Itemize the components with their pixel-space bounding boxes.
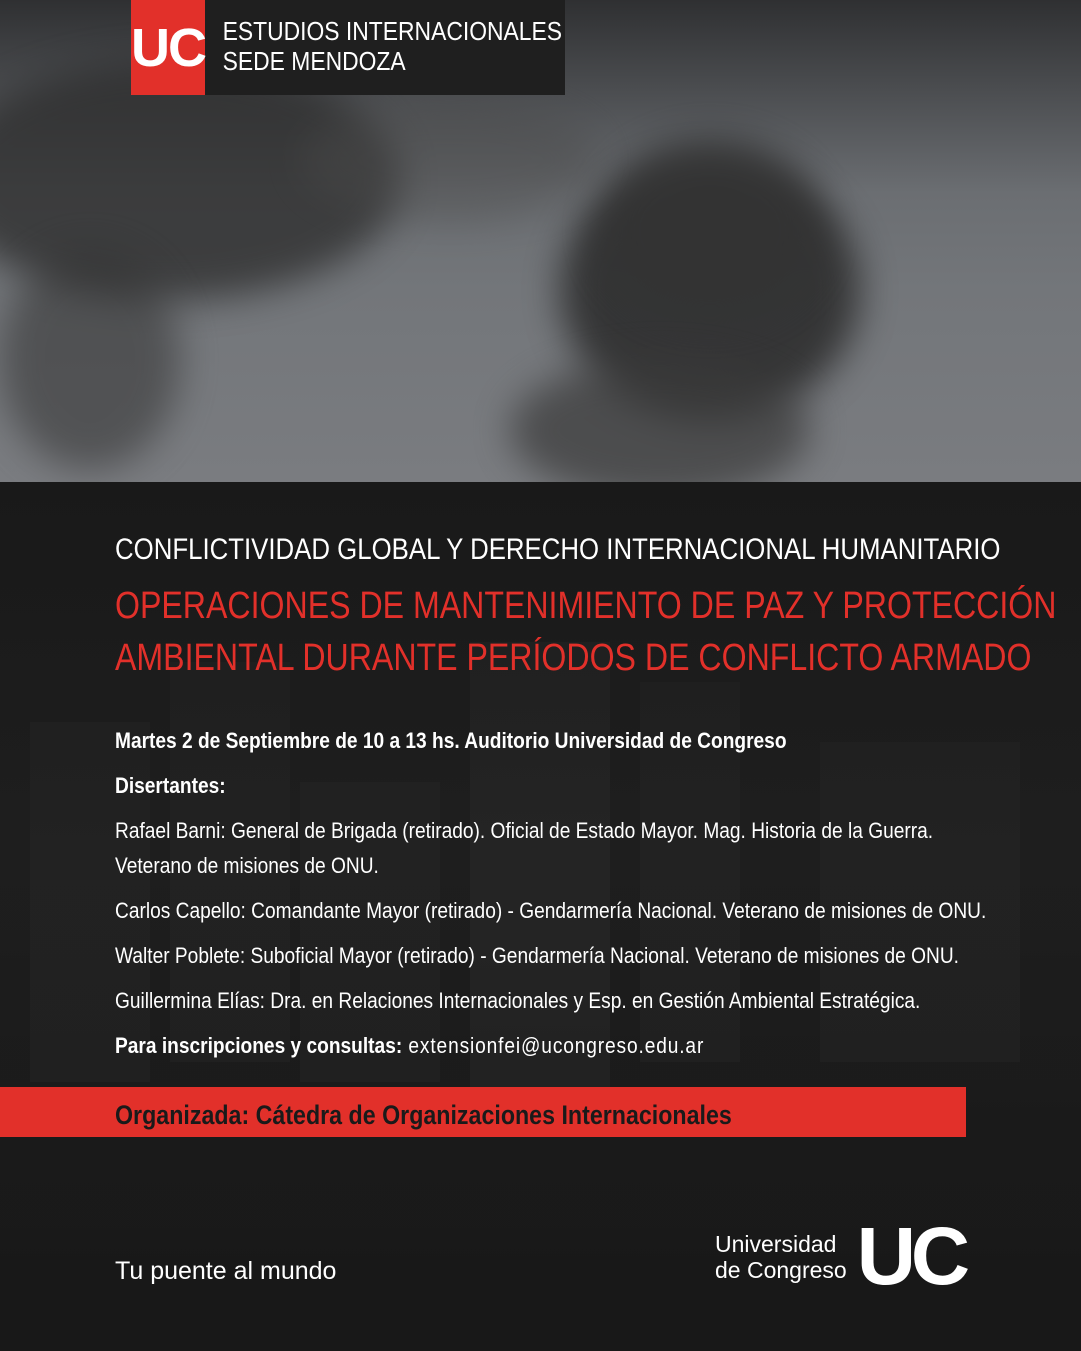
event-subtitle: CONFLICTIVIDAD GLOBAL Y DERECHO INTERNACIONAL HUMANITARIO (115, 533, 1001, 566)
header-text (205, 0, 562, 95)
speakers-label: Disertantes: (115, 773, 226, 798)
speaker-3 (115, 943, 959, 969)
event-title-line2: AMBIENTAL DURANTE PERÍODOS DE CONFLICTO ARMADO (115, 637, 1032, 679)
speaker-name: Carlos Capello: (115, 898, 246, 923)
speaker-desc: Suboficial Mayor (retirado) - Gendarmería Nacional. Veterano de misiones de ONU. (245, 943, 959, 968)
contact-label: Para inscripciones y consultas: (115, 1033, 403, 1058)
speaker-name: Guillermina Elías: (115, 988, 265, 1013)
university-name: Universidad de Congreso (715, 1231, 847, 1283)
header-badge (131, 0, 565, 95)
university-logo (715, 1211, 966, 1302)
event-datetime: Martes 2 de Septiembre de 10 a 13 hs. Auditorio Universidad de Congreso (115, 728, 787, 753)
speaker-2 (115, 898, 986, 924)
contact-email[interactable]: extensionfei@ucongreso.edu.ar (402, 1033, 705, 1058)
speaker-4 (115, 988, 920, 1014)
speaker-name: Walter Poblete: (115, 943, 246, 968)
event-title-line1: OPERACIONES DE MANTENIMIENTO DE PAZ Y PROTECCIÓN (115, 585, 1057, 627)
header-line1: ESTUDIOS INTERNACIONALES (222, 16, 563, 46)
uc-logo-large: UC (856, 1211, 966, 1302)
uc-logo: UC (131, 0, 205, 95)
speaker-desc: Dra. en Relaciones Internacionales y Esp. en Gestión Ambiental Estratégica. (264, 988, 921, 1013)
event-title (115, 530, 1057, 684)
speaker-desc: General de Brigada (retirado). Oficial de Estado Mayor. Mag. Historia de la Guerra. (225, 818, 934, 843)
organizer-text: Organizada: Cátedra de Organizaciones Internacionales (115, 1100, 732, 1130)
speaker-desc: Comandante Mayor (retirado) - Gendarmería Nacional. Veterano de misiones de ONU. (245, 898, 987, 923)
speaker-1-cont (115, 853, 379, 879)
slogan: Tu puente al mundo (115, 1257, 337, 1285)
header-line2: SEDE MENDOZA (222, 46, 406, 76)
speaker-desc: Veterano de misiones de ONU. (115, 853, 379, 878)
speaker-name: Rafael Barni: (115, 818, 226, 843)
contact-line (115, 1033, 704, 1059)
speaker-1 (115, 818, 933, 844)
